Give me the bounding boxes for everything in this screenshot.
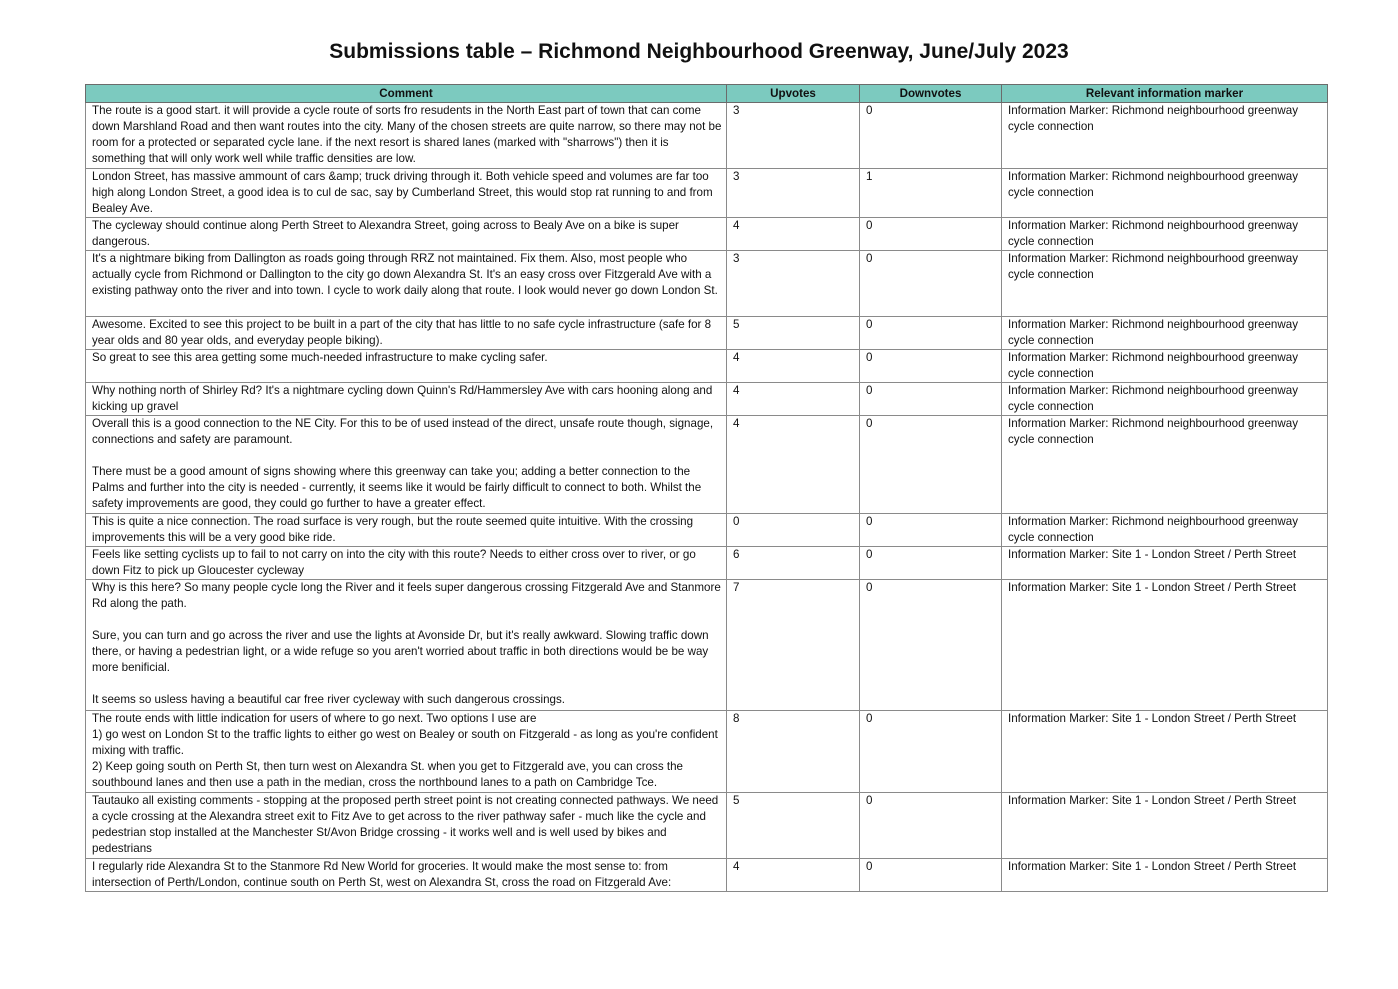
marker-cell: Information Marker: Site 1 - London Street / Perth Street: [1002, 547, 1328, 580]
comment-cell: It's a nightmare biking from Dallington as roads going through RRZ not maintained. Fix them. Also, most people who actually cycle from Richmond or Dallington to the city go down Alexandra St. It's an easy cross over Fitzgerald Ave with a existing pathway onto the river and into town. I cycle to work daily along that route. I look would never go down London St.: [86, 251, 727, 317]
comment-cell: I regularly ride Alexandra St to the Stanmore Rd New World for groceries. It would make the most sense to: from intersection of Perth/London, continue south on Perth St, west on Alexandra St, cross the road on Fitzgerald Ave:: [86, 859, 727, 892]
downvotes-cell: 0: [860, 711, 1002, 793]
marker-cell: Information Marker: Richmond neighbourhood greenway cycle connection: [1002, 218, 1328, 251]
table-row: [86, 547, 1328, 580]
comment-cell: The route is a good start. it will provide a cycle route of sorts fro resudents in the North East part of town that can come down Marshland Road and then want routes into the city. Many of the chosen streets are quite narrow, so there may not be room for a protected or separated cycle lane. if the next resort is shared lanes (marked with "sharrows") then it is something that will only work well while traffic densities are low.: [86, 103, 727, 169]
marker-cell: Information Marker: Richmond neighbourhood greenway cycle connection: [1002, 383, 1328, 416]
comment-cell: Tautauko all existing comments - stopping at the proposed perth street point is not creating connected pathways. We need a cycle crossing at the Alexandra street exit to Fitz Ave to get across to the river pathway safer - much like the cycle and pedestrian stop installed at the Manchester St/Avon Bridge crossing - it works well and is well used by bikes and pedestrians: [86, 793, 727, 859]
comment-cell: So great to see this area getting some much-needed infrastructure to make cycling safer.: [86, 350, 727, 383]
marker-cell: Information Marker: Site 1 - London Street / Perth Street: [1002, 859, 1328, 892]
upvotes-cell: 3: [727, 251, 860, 317]
table-row: [86, 383, 1328, 416]
header-marker: Relevant information marker: [1002, 85, 1328, 103]
upvotes-cell: 5: [727, 793, 860, 859]
upvotes-cell: 6: [727, 547, 860, 580]
upvotes-cell: 4: [727, 383, 860, 416]
upvotes-cell: 3: [727, 103, 860, 169]
upvotes-cell: 3: [727, 169, 860, 218]
upvotes-cell: 4: [727, 350, 860, 383]
submissions-table: [85, 84, 1328, 892]
comment-cell: This is quite a nice connection. The road surface is very rough, but the route seemed quite intuitive. With the crossing improvements this will be a very good bike ride.: [86, 514, 727, 547]
table-row: [86, 350, 1328, 383]
downvotes-cell: 0: [860, 547, 1002, 580]
downvotes-cell: 0: [860, 859, 1002, 892]
downvotes-cell: 0: [860, 793, 1002, 859]
downvotes-cell: 0: [860, 580, 1002, 711]
upvotes-cell: 8: [727, 711, 860, 793]
marker-cell: Information Marker: Richmond neighbourhood greenway cycle connection: [1002, 350, 1328, 383]
marker-cell: Information Marker: Richmond neighbourhood greenway cycle connection: [1002, 317, 1328, 350]
table-row: [86, 580, 1328, 711]
marker-cell: Information Marker: Richmond neighbourhood greenway cycle connection: [1002, 514, 1328, 547]
downvotes-cell: 0: [860, 317, 1002, 350]
page-title: Submissions table – Richmond Neighbourhood Greenway, June/July 2023: [329, 40, 1069, 63]
header-downvotes: Downvotes: [860, 85, 1002, 103]
header-upvotes: Upvotes: [727, 85, 860, 103]
comment-cell: Why is this here? So many people cycle long the River and it feels super dangerous crossing Fitzgerald Ave and Stanmore Rd along the path. Sure, you can turn and go across the river and use the lights at Avonside Dr, but it's really awkward. Slowing traffic down there, or having a pedestrian light, or a wide refuge so you aren't worried about traffic in both directions would be be way more benificial. It seems so usless having a beautiful car free river cycleway with such dangerous crossings.: [86, 580, 727, 711]
table-row: [86, 103, 1328, 169]
upvotes-cell: 4: [727, 218, 860, 251]
table-row: [86, 514, 1328, 547]
upvotes-cell: 0: [727, 514, 860, 547]
comment-cell: Feels like setting cyclists up to fail to not carry on into the city with this route? Needs to either cross over to river, or go down Fitz to pick up Gloucester cycleway: [86, 547, 727, 580]
upvotes-cell: 7: [727, 580, 860, 711]
downvotes-cell: 0: [860, 251, 1002, 317]
table-row: [86, 317, 1328, 350]
marker-cell: Information Marker: Richmond neighbourhood greenway cycle connection: [1002, 169, 1328, 218]
table-row: [86, 169, 1328, 218]
marker-cell: Information Marker: Richmond neighbourhood greenway cycle connection: [1002, 251, 1328, 317]
upvotes-cell: 4: [727, 859, 860, 892]
table-body: [86, 103, 1328, 892]
marker-cell: Information Marker: Richmond neighbourhood greenway cycle connection: [1002, 103, 1328, 169]
table-row: [86, 711, 1328, 793]
marker-cell: Information Marker: Site 1 - London Street / Perth Street: [1002, 793, 1328, 859]
comment-cell: The cycleway should continue along Perth Street to Alexandra Street, going across to Bealy Ave on a bike is super dangerous.: [86, 218, 727, 251]
table-header-row: [86, 85, 1328, 103]
downvotes-cell: 0: [860, 383, 1002, 416]
table-row: [86, 218, 1328, 251]
table-row: [86, 251, 1328, 317]
downvotes-cell: 0: [860, 103, 1002, 169]
downvotes-cell: 0: [860, 218, 1002, 251]
downvotes-cell: 1: [860, 169, 1002, 218]
comment-cell: Why nothing north of Shirley Rd? It's a nightmare cycling down Quinn's Rd/Hammersley Ave with cars hooning along and kicking up gravel: [86, 383, 727, 416]
comment-cell: London Street, has massive ammount of cars &amp; truck driving through it. Both vehicle speed and volumes are far too high along London Street, a good idea is to cul de sac, say by Cumberland Street, this would stop rat running to and from Bealey Ave.: [86, 169, 727, 218]
comment-cell: The route ends with little indication for users of where to go next. Two options I use are 1) go west on London St to the traffic lights to either go west on Bealey or south on Fitzgerald - as long as you're confident mixing with traffic. 2) Keep going south on Perth St, then turn west on Alexandra St. when you get to Fitzgerald ave, you can cross the southbound lanes and then use a path in the median, cross the northbound lanes to a path on Cambridge Tce.: [86, 711, 727, 793]
upvotes-cell: 5: [727, 317, 860, 350]
comment-cell: Overall this is a good connection to the NE City. For this to be of used instead of the direct, unsafe route though, signage, connections and safety are paramount. There must be a good amount of signs showing where this greenway can take you; adding a better connection to the Palms and further into the city is needed - currently, it seems like it would be fairly difficult to connect to both. Whilst the safety improvements are good, they could go further to have a greater effect.: [86, 416, 727, 514]
downvotes-cell: 0: [860, 416, 1002, 514]
downvotes-cell: 0: [860, 350, 1002, 383]
table-row: [86, 416, 1328, 514]
upvotes-cell: 4: [727, 416, 860, 514]
marker-cell: Information Marker: Site 1 - London Street / Perth Street: [1002, 580, 1328, 711]
downvotes-cell: 0: [860, 514, 1002, 547]
header-comment: Comment: [86, 85, 727, 103]
marker-cell: Information Marker: Richmond neighbourhood greenway cycle connection: [1002, 416, 1328, 514]
table-row: [86, 859, 1328, 892]
comment-cell: Awesome. Excited to see this project to be built in a part of the city that has little to no safe cycle infrastructure (safe for 8 year olds and 80 year olds, and everyday people biking).: [86, 317, 727, 350]
marker-cell: Information Marker: Site 1 - London Street / Perth Street: [1002, 711, 1328, 793]
table-row: [86, 793, 1328, 859]
